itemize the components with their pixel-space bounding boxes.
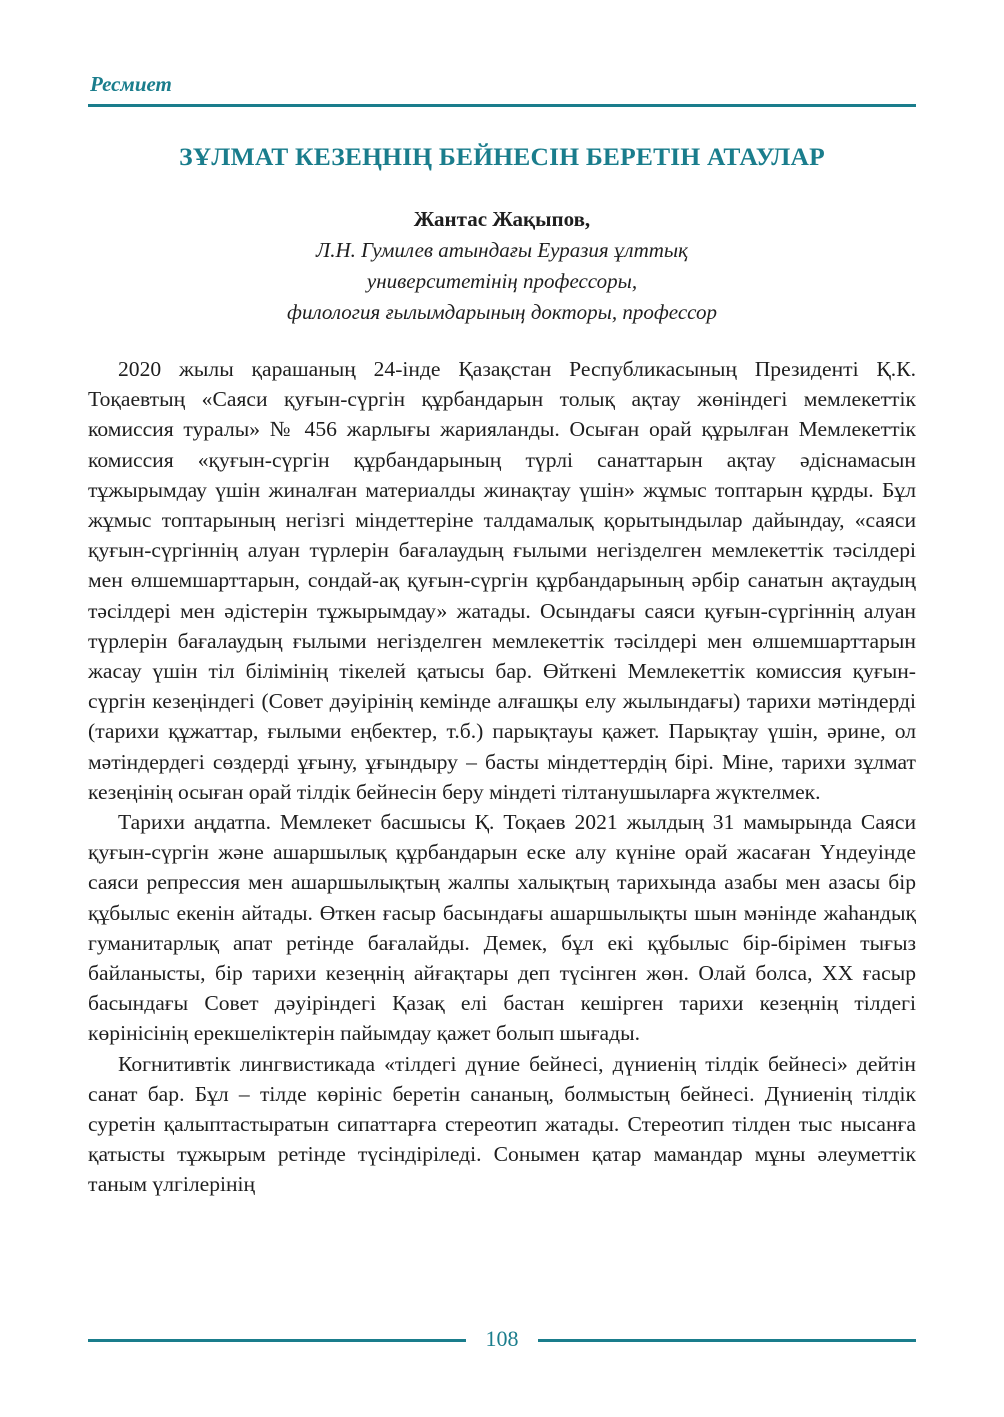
page-number: 108 [485, 1326, 519, 1351]
body-paragraph: 2020 жылы қарашаның 24-інде Қазақстан Республикасының Президенті Қ.К. Тоқаевтың «Саяси қуғын-сүргін құрбандарын толық ақтау жөніндегі мемлекеттік комиссия туралы» № 456 жарлығы жарияланды. Осыған орай құрылған Мемлекеттік комиссия «қуғын-сүргін құрбандарының түрлі санаттарын ақтау әдіснамасын тұжырымдау үшін жиналған материалды жинақтау үшін» жұмыс топтарын құрды. Бұл жұмыс топтарының негізгі міндеттеріне талдамалық қорытындылар дайындау, «саяси қуғын-сүргіннің алуан түрлерін бағалаудың ғылыми негізделген мемлекеттік тәсілдері мен өлшемшарттарын, сондай-ақ қуғын-сүргін құрбандарының әрбір санатын ақтаудың тәсілдері мен әдістерін тұжырымдау» жатады. Осындағы саяси қуғын-сүргіннің алуан түрлерін бағалаудың ғылыми негізделген мемлекеттік тәсілдері мен өлшемшарттарын жасау үшін тіл білімінің тікелей қатысы бар. Өйткені Мемлекеттік комиссия қуғын-сүргін кезеңіндегі (Совет дәуірінің кемінде алғашқы елу жылындағы) тарихи мәтіндерді (тарихи құжаттар, ғылыми еңбектер, т.б.) парықтауы қажет. Парықтау үшін, әрине, ол мәтіндердегі сөздерді ұғыну, ұғындыру – басты міндеттердің бірі. Міне, тарихи зұлмат кезеңінің осыған орай тілдік бейнесін беру міндеті тілтанушыларға жүктелмек. [88, 357, 916, 804]
body-paragraph: Тарихи аңдатпа. Мемлекет басшысы Қ. Тоқаев 2021 жылдың 31 мамырында Саяси қуғын-сүргін және ашаршылық құрбандарын еске алу күніне орай жасаған Үндеуінде саяси репрессия мен ашаршылықтың жалпы халықтың тарихында азабы мен азасы бір құбылыс екенін айтады. Өткен ғасыр басындағы ашаршылықты шын мәнінде жаһандық гуманитарлық апат ретінде бағалайды. Демек, бұл екі құбылыс бір-бірімен тығыз байланысты, бір тарихи кезеңнің айғақтары деп түсінген жөн. Олай болса, XX ғасыр басындағы Совет дәуіріндегі Қазақ елі бастан кешірген тарихи кезеңнің тілдегі көрінісінің ерекшеліктерін пайымдау қажет болып шығады. [88, 810, 916, 1046]
footer-rule-right [538, 1339, 916, 1342]
body-paragraph: Когнитивтік лингвистикада «тілдегі дүние бейнесі, дүниенің тілдік бейнесі» дейтін санат бар. Бұл – тілде көрініс беретін сананың, болмыстың бейнесі. Дүниенің тілдік суретін қалыптастыратын сипаттарға стереотип жатады. Стереотип тілден тыс нысанға қатысты тұжырым ретінде түсіндіріледі. Сонымен қатар мамандар мұны әлеуметтік таным үлгілерінің [88, 1051, 916, 1197]
author-name: Жантас Жақыпов, [413, 207, 591, 231]
author-affiliation-line: филология ғылымдарының докторы, профессор [287, 300, 717, 324]
article-title: ЗҰЛМАТ КЕЗЕҢНІҢ БЕЙНЕСІН БЕРЕТІН АТАУЛАР [179, 142, 825, 171]
article-body [88, 354, 916, 1200]
author-affiliation-line: Л.Н. Гумилев атындағы Еуразия ұлттық [316, 238, 688, 262]
author-affiliation-line: университетінің профессоры, [366, 269, 638, 293]
section-label: Ресмиет [90, 72, 172, 96]
byline [88, 204, 916, 328]
footer-rule-left [88, 1339, 466, 1342]
header-rule [88, 104, 916, 107]
